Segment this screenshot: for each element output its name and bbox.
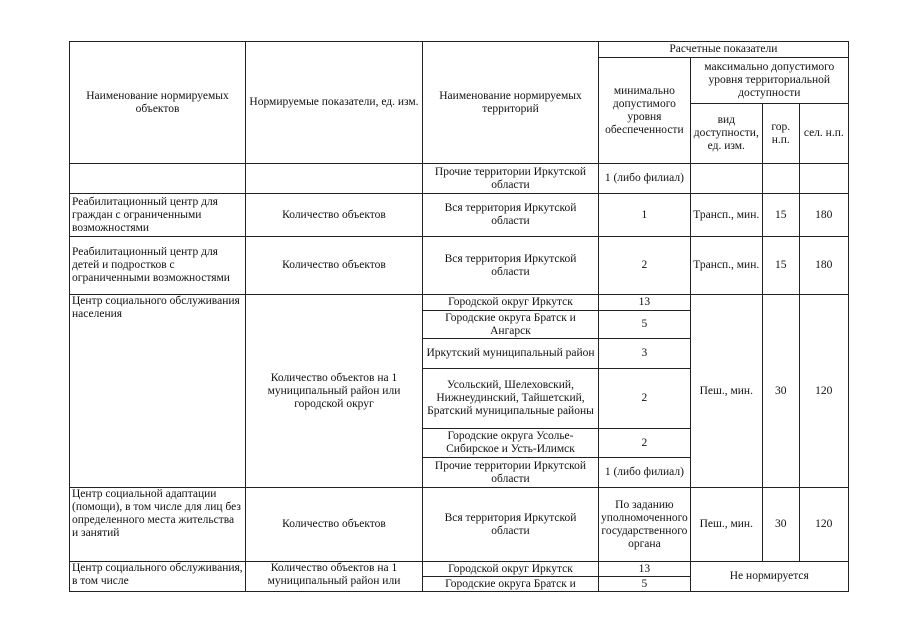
kind-social-center: Пеш., мин. <box>690 295 762 488</box>
territory-adaptation: Вся территория Иркутской области <box>423 488 599 562</box>
kind-adaptation: Пеш., мин. <box>690 488 762 562</box>
territory-social-center: Городские округа Братск и Ангарск <box>423 311 599 339</box>
header-calc: Расчетные показатели <box>599 42 849 58</box>
kind-rehab-adults: Трансп., мин. <box>690 194 762 237</box>
object-rehab-adults: Реабилитационный центр для граждан с ограниченными возможностями <box>70 194 246 237</box>
territory-rehab-children: Вся территория Иркутской области <box>423 237 599 295</box>
object-social-center: Центр социального обслуживания населения <box>70 295 246 488</box>
header-max-level: максимально допустимого уровня территориальной доступности <box>690 58 848 104</box>
territory-social-center: Усольский, Шелеховский, Нижнеудинский, Тайшетский, Братский муниципальные районы <box>423 369 599 429</box>
value-other: 1 (либо филиал) <box>599 164 691 194</box>
object-social-center-2: Центр социального обслуживания, в том числе <box>70 562 246 592</box>
cell-empty <box>762 164 799 194</box>
value-rehab-adults: 1 <box>599 194 691 237</box>
territory-rehab-adults: Вся территория Иркутской области <box>423 194 599 237</box>
value-social-center: 2 <box>599 369 691 429</box>
value-adaptation: По заданию уполномоченного государственного органа <box>599 488 691 562</box>
value-social-center: 5 <box>599 311 691 339</box>
urban-rehab-children: 15 <box>762 237 799 295</box>
header-indicators: Нормируемые показатели, ед. изм. <box>246 42 423 164</box>
header-min-level: минимально допустимого уровня обеспеченности <box>599 58 691 164</box>
cell-empty <box>799 164 848 194</box>
territory-social-center-2: Городской округ Иркутск <box>423 562 599 577</box>
header-rural: сел. н.п. <box>799 104 848 164</box>
value-social-center: 13 <box>599 295 691 311</box>
value-rehab-children: 2 <box>599 237 691 295</box>
cell-empty <box>246 164 423 194</box>
territory-social-center: Городские округа Усолье-Сибирское и Усть-Илимск <box>423 429 599 458</box>
indicator-rehab-children: Количество объектов <box>246 237 423 295</box>
value-social-center-2: 5 <box>599 577 691 592</box>
territory-other: Прочие территории Иркутской области <box>423 164 599 194</box>
territory-social-center: Иркутский муниципальный район <box>423 339 599 369</box>
object-rehab-children: Реабилитационный центр для детей и подростков с ограниченными возможностями <box>70 237 246 295</box>
rural-adaptation: 120 <box>799 488 848 562</box>
rural-rehab-adults: 180 <box>799 194 848 237</box>
territory-social-center: Городской округ Иркутск <box>423 295 599 311</box>
value-social-center: 2 <box>599 429 691 458</box>
header-name-objects: Наименование нормируемых объектов <box>70 42 246 164</box>
indicator-rehab-adults: Количество объектов <box>246 194 423 237</box>
kind-rehab-children: Трансп., мин. <box>690 237 762 295</box>
norms-table <box>69 41 849 592</box>
header-territories: Наименование нормируемых территорий <box>423 42 599 164</box>
rural-rehab-children: 180 <box>799 237 848 295</box>
urban-rehab-adults: 15 <box>762 194 799 237</box>
territory-social-center: Прочие территории Иркутской области <box>423 458 599 488</box>
value-social-center-2: 13 <box>599 562 691 577</box>
object-adaptation: Центр социальной адаптации (помощи), в том числе для лиц без определенного места жительства и занятий <box>70 488 246 562</box>
value-social-center: 1 (либо филиал) <box>599 458 691 488</box>
header-urban: гор. н.п. <box>762 104 799 164</box>
not-normed-note: Не нормируется <box>690 562 848 592</box>
indicator-adaptation: Количество объектов <box>246 488 423 562</box>
territory-social-center-2: Городские округа Братск и <box>423 577 599 592</box>
cell-empty <box>70 164 246 194</box>
indicator-social-center-2: Количество объектов на 1 муниципальный район или <box>246 562 423 592</box>
urban-adaptation: 30 <box>762 488 799 562</box>
urban-social-center: 30 <box>762 295 799 488</box>
header-kind: вид доступности, ед. изм. <box>690 104 762 164</box>
indicator-social-center: Количество объектов на 1 муниципальный район или городской округ <box>246 295 423 488</box>
cell-empty <box>690 164 762 194</box>
value-social-center: 3 <box>599 339 691 369</box>
rural-social-center: 120 <box>799 295 848 488</box>
